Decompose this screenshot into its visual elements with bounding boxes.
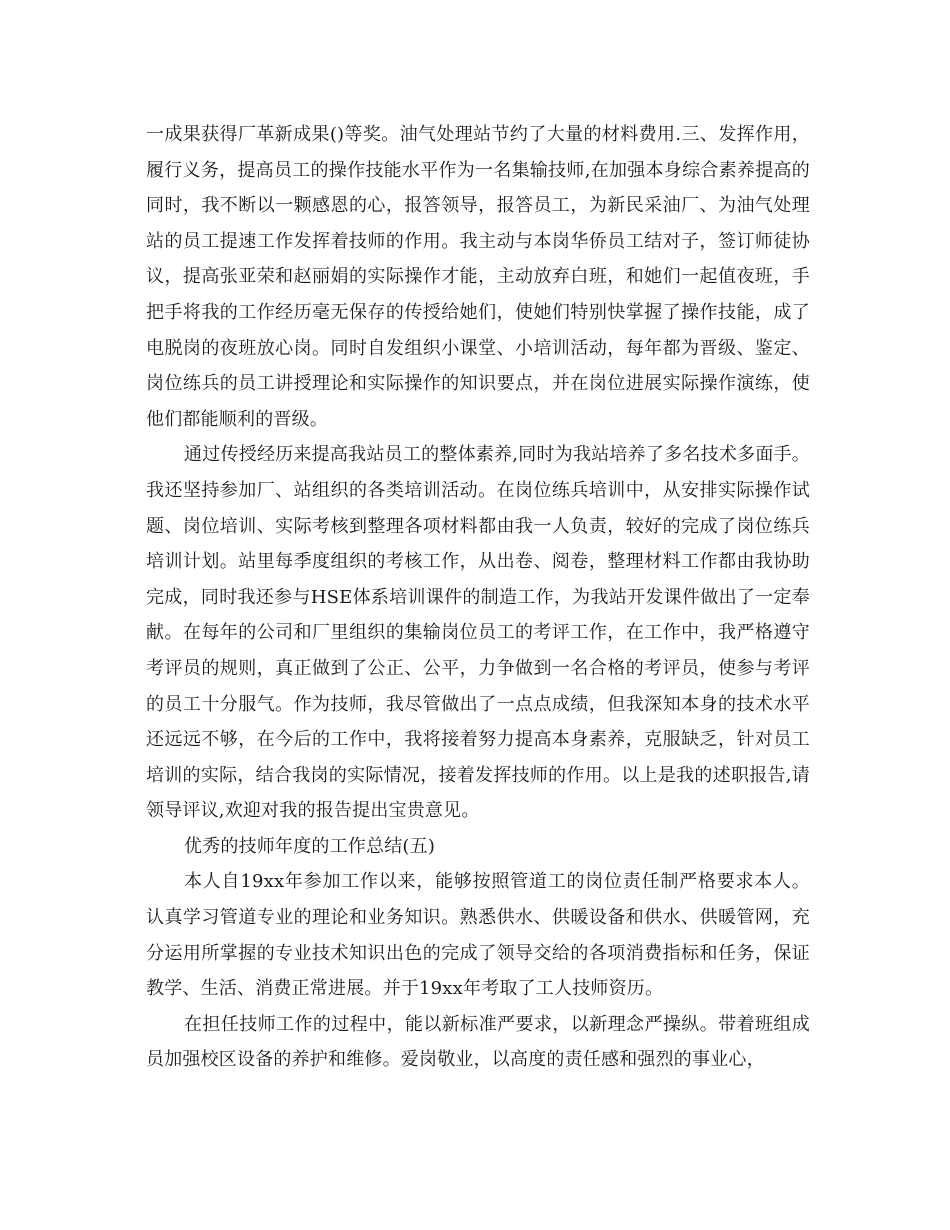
document-body [146, 117, 810, 1078]
paragraph-2: 通过传授经历来提高我站员工的整体素养,同时为我站培养了多名技术多面手。我还坚持参加厂、站组织的各类培训活动。在岗位练兵培训中，从安排实际操作试题、岗位培训、实际考核到整理各项材料都由我一人负责，较好的完成了岗位练兵培训计划。站里每季度组织的考核工作，从出卷、阅卷，整理材料工作都由我协助完成，同时我还参与HSE体系培训课件的制造工作，为我站开发课件做出了一定奉献。在每年的公司和厂里组织的集输岗位员工的考评工作，在工作中，我严格遵守考评员的规则，真正做到了公正、公平，力争做到一名合格的考评员，使参与考评的员工十分服气。作为技师，我尽管做出了一点点成绩，但我深知本身的技术水平还远远不够，在今后的工作中，我将接着努力提高本身素养，克服缺乏，针对员工培训的实际，结合我岗的实际情况，接着发挥技师的作用。以上是我的述职报告,请领导评议,欢迎对我的报告提出宝贵意见。 [146, 444, 810, 822]
paragraph-1: 一成果获得厂革新成果()等奖。油气处理站节约了大量的材料费用.三、发挥作用，履行义务，提高员工的操作技能水平作为一名集输技师,在加强本身综合素养提高的同时，我不断以一颗感恩的心，报答领导，报答员工，为新民采油厂、为油气处理站的员工提速工作发挥着技师的作用。我主动与本岗华侨员工结对子，签订师徒协议，提高张亚荣和赵丽娟的实际操作才能，主动放弃白班，和她们一起值夜班，手把手将我的工作经历毫无保存的传授给她们，使她们特别快掌握了操作技能，成了电脱岗的夜班放心岗。同时自发组织小课堂、小培训活动，每年都为晋级、鉴定、岗位练兵的员工讲授理论和实际操作的知识要点，并在岗位进展实际操作演练，使他们都能顺利的晋级。 [146, 124, 810, 430]
paragraph-3: 本人自19xx年参加工作以来，能够按照管道工的岗位责任制严格要求本人。认真学习管道专业的理论和业务知识。熟悉供水、供暖设备和供水、供暖管网，充分运用所掌握的专业技术知识出色的完成了领导交给的各项消费指标和任务，保证教学、生活、消费正常进展。并于19xx年考取了工人技师资历。 [146, 871, 810, 1000]
paragraph-4: 在担任技师工作的过程中，能以新标准严要求，以新理念严操纵。带着班组成员加强校区设备的养护和维修。爱岗敬业，以高度的责任感和强烈的事业心， [146, 1013, 810, 1071]
section-heading: 优秀的技师年度的工作总结(五) [184, 835, 436, 857]
